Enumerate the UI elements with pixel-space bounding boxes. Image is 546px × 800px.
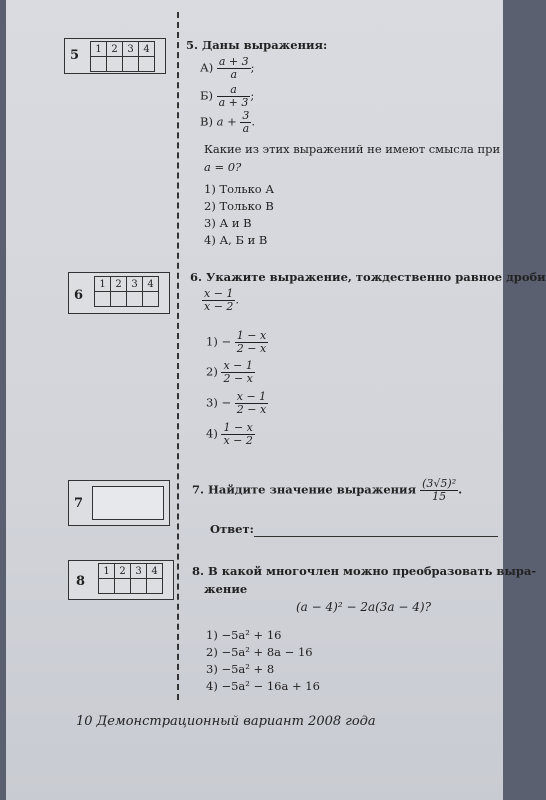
- q7-fraction: [420, 478, 458, 503]
- q6-grid-header-4: 4: [143, 277, 159, 292]
- q5-grid-header-1: 1: [91, 42, 107, 57]
- q6-grid-header-1: 1: [95, 277, 111, 292]
- q8-grid-cell-2[interactable]: [115, 579, 131, 594]
- q6-answer-2-label: 2): [206, 364, 218, 379]
- q6-answer-2[interactable]: [206, 360, 255, 385]
- q5-option-b-fraction: [217, 84, 251, 109]
- q6-answer-2-numerator: x − 1: [223, 359, 253, 372]
- q5-option-c-numerator: 3: [242, 109, 250, 122]
- page: [6, 0, 546, 800]
- q5-option-a-denominator: a: [230, 68, 238, 81]
- q6-answer-4-denominator: x − 2: [223, 434, 253, 447]
- q5-option-b: Б) $\frac{a}{a + 3}$ ;: [200, 83, 255, 109]
- q6-answer-2-denominator: 2 − x: [223, 372, 253, 385]
- q6-grid-cell-4[interactable]: [143, 292, 159, 307]
- q5-grid-cell-1[interactable]: [91, 57, 107, 72]
- q8-answer-3[interactable]: 3) −5a² + 8: [206, 662, 275, 676]
- q8-grid-header-1: 1: [99, 564, 115, 579]
- q5-answer-grid[interactable]: [90, 41, 155, 72]
- q8-expression: (a − 4)² − 2a(3a − 4)?: [296, 600, 432, 614]
- q6-grid-header-3: 3: [127, 277, 143, 292]
- q6-number: 6: [74, 288, 84, 303]
- q8-answer-4[interactable]: 4) −5a² − 16a + 16: [206, 679, 320, 693]
- q5-answer-2[interactable]: 2) Только В: [204, 199, 274, 213]
- q5-option-a-fraction: [217, 56, 251, 81]
- q6-given-fraction: $\frac{x - 1}{x - 2}$ .: [204, 287, 240, 313]
- q5-grid-header-2: 2: [107, 42, 123, 57]
- q6-answer-1[interactable]: [206, 330, 268, 355]
- q6-answer-2-fraction: [221, 360, 254, 385]
- q5-option-a-numerator: a + 3: [218, 55, 249, 68]
- q5-option-b-label: Б): [200, 88, 213, 103]
- q5-question-line2: a = 0?: [204, 160, 242, 174]
- q5-grid-cell-4[interactable]: [139, 57, 155, 72]
- q5-option-c-fraction: [240, 110, 251, 135]
- q8-title-line2: жение: [204, 582, 248, 596]
- q5-option-c-label: В): [200, 114, 213, 129]
- q5-title: 5. Даны выражения:: [186, 38, 328, 52]
- q7-answer-field[interactable]: [92, 486, 164, 520]
- q8-answer-grid[interactable]: [98, 563, 163, 594]
- q6-answer-3-fraction: [235, 391, 268, 416]
- q6-answer-1-label: 1): [206, 334, 218, 349]
- q6-title: 6. Укажите выражение, тождественно равное дроби: [190, 270, 546, 284]
- q5-grid-header-3: 3: [123, 42, 139, 57]
- q5-option-a: А) $\frac{a + 3}{a}$ ;: [200, 55, 255, 81]
- q8-grid-cell-4[interactable]: [147, 579, 163, 594]
- q6-answer-1-numerator: 1 − x: [236, 329, 267, 342]
- q6-fraction-denominator: x − 2: [204, 300, 234, 313]
- q6-grid-cell-1[interactable]: [95, 292, 111, 307]
- q6-answer-1-fraction: [235, 330, 268, 355]
- q6-answer-3-sign: −: [221, 395, 232, 410]
- q6-answer-3-numerator: x − 1: [236, 390, 267, 403]
- q6-answer-3[interactable]: [206, 391, 268, 416]
- q5-option-c: В) a + $\frac{3}{a}$ .: [200, 109, 256, 135]
- q5-option-c-denominator: a: [242, 122, 250, 135]
- q5-grid-cell-2[interactable]: [107, 57, 123, 72]
- q8-grid-header-3: 3: [131, 564, 147, 579]
- q6-fraction-numerator: x − 1: [204, 287, 234, 300]
- q5-answer-4[interactable]: 4) А, Б и В: [204, 233, 268, 247]
- q6-answer-4-numerator: 1 − x: [223, 421, 253, 434]
- q8-answer-1[interactable]: 1) −5a² + 16: [206, 628, 282, 642]
- cut-line: [177, 12, 179, 700]
- q6-answer-3-denominator: 2 − x: [236, 403, 267, 416]
- q8-answer-2[interactable]: 2) −5a² + 8a − 16: [206, 645, 313, 659]
- q5-option-c-prefix: a +: [216, 114, 237, 129]
- q6-answer-4-fraction: [221, 422, 254, 447]
- q6-grid-header-2: 2: [111, 277, 127, 292]
- q5-grid-cell-3[interactable]: [123, 57, 139, 72]
- q7-title: 7. Найдите значение выражения $\frac{\text{(3√5)²}}{15}$ .: [192, 477, 463, 503]
- q6-answer-4[interactable]: [206, 422, 255, 447]
- q8-title-line1: 8. В какой многочлен можно преобразовать выра-: [192, 564, 537, 578]
- q8-grid-header-2: 2: [115, 564, 131, 579]
- q5-option-b-numerator: a: [217, 84, 251, 97]
- q6-answer-1-sign: −: [221, 334, 232, 349]
- q7-number: 7: [74, 496, 84, 511]
- q8-grid-cell-3[interactable]: [131, 579, 147, 594]
- q8-grid-cell-1[interactable]: [99, 579, 115, 594]
- q6-answer-grid[interactable]: [94, 276, 159, 307]
- q5-option-b-denominator: a + 3: [218, 96, 249, 109]
- q7-title-text: 7. Найдите значение выражения: [192, 482, 417, 497]
- q7-answer-line[interactable]: [254, 536, 498, 537]
- q6-answer-1-denominator: 2 − x: [236, 342, 267, 355]
- q7-fraction-numerator: (3√5)²: [422, 477, 457, 490]
- q6-grid-cell-2[interactable]: [111, 292, 127, 307]
- q8-grid-header-4: 4: [147, 564, 163, 579]
- q8-number: 8: [76, 574, 86, 589]
- page-footer: 10 Демонстрационный вариант 2008 года: [76, 714, 376, 729]
- q7-fraction-denominator: 15: [432, 490, 447, 503]
- q6-grid-cell-3[interactable]: [127, 292, 143, 307]
- q5-answer-3[interactable]: 3) А и В: [204, 216, 252, 230]
- q5-number: 5: [70, 48, 80, 63]
- q5-grid-header-4: 4: [139, 42, 155, 57]
- q5-question-line1: Какие из этих выражений не имеют смысла при: [204, 142, 501, 156]
- q6-answer-3-label: 3): [206, 395, 218, 410]
- q5-option-a-label: А): [200, 60, 214, 75]
- q5-answer-1[interactable]: 1) Только А: [204, 182, 275, 196]
- q7-answer-label: Ответ:: [210, 522, 254, 536]
- q6-answer-4-label: 4): [206, 426, 218, 441]
- q6-fraction: [202, 288, 235, 313]
